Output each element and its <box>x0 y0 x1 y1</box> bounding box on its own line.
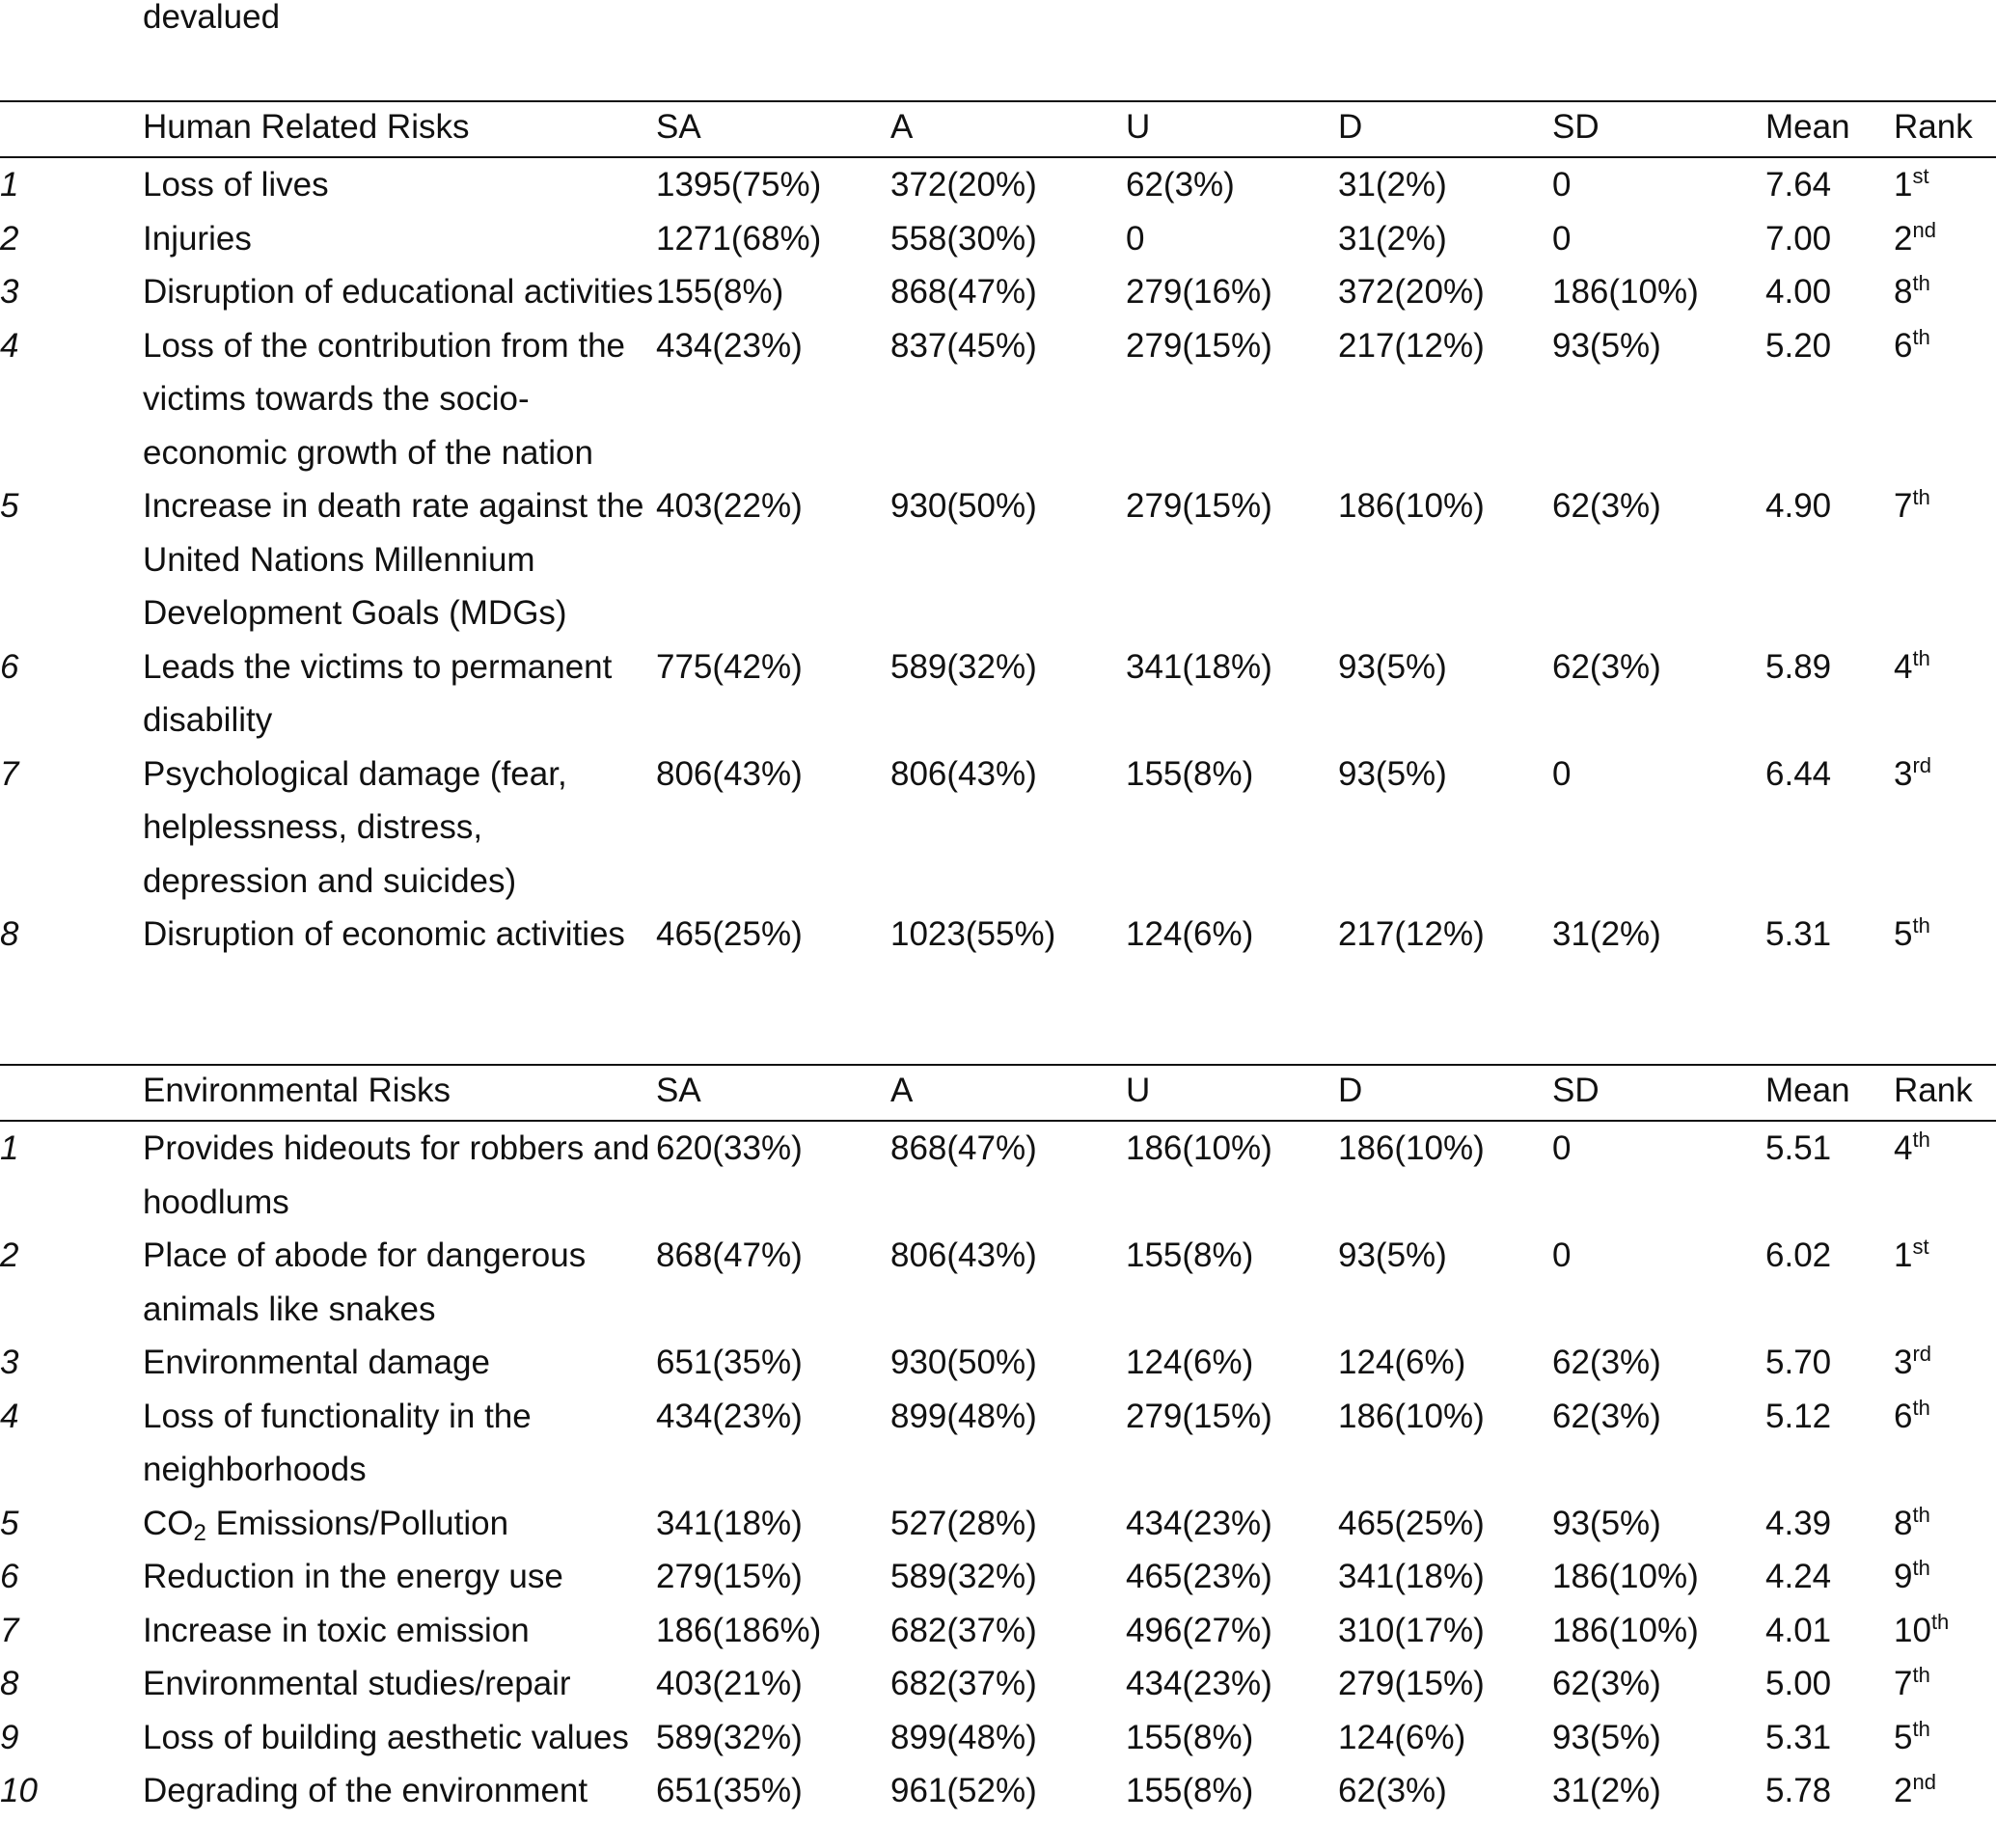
cell-rank <box>1894 1390 1996 1497</box>
cell-u: 279(15%) <box>1126 326 1272 365</box>
cell-sa: 465(25%) <box>656 915 803 953</box>
risk-description <box>143 1764 656 1818</box>
table-row <box>0 1336 1996 1390</box>
risk-description-text: Provides hideouts for robbers and hoodlums <box>143 1129 650 1221</box>
cell-sd: 62(3%) <box>1552 1344 1661 1381</box>
cell-a: 868(47%) <box>890 1129 1037 1167</box>
cell-mean: 4.90 <box>1765 487 1832 525</box>
cell-u: 279(16%) <box>1126 273 1272 311</box>
cell-sd: 93(5%) <box>1552 326 1661 365</box>
cell-u: 341(18%) <box>1126 647 1272 686</box>
cell-d: 93(5%) <box>1338 754 1447 793</box>
cell-d: 465(25%) <box>1338 1504 1485 1542</box>
cell-rank <box>1894 265 1996 319</box>
cell-sa: 155(8%) <box>656 273 784 311</box>
cell-rank <box>1894 479 1996 640</box>
risk-description <box>143 1497 656 1551</box>
table-row <box>0 640 1996 747</box>
cell-a: 837(45%) <box>890 326 1037 365</box>
column-header: Mean <box>1765 101 1894 157</box>
cell-a: 682(37%) <box>890 1611 1037 1649</box>
cell-d: 124(6%) <box>1338 1344 1466 1381</box>
row-number: 2 <box>0 219 19 258</box>
cell-u: 279(15%) <box>1126 1397 1272 1435</box>
cell-a: 372(20%) <box>890 166 1037 204</box>
cell-u: 155(8%) <box>1126 754 1254 793</box>
cell-sd: 186(10%) <box>1552 273 1699 311</box>
risk-description <box>143 479 656 640</box>
risk-description-text: Psychological damage (fear, helplessness, distress, depression and suicides) <box>143 754 567 900</box>
row-number: 6 <box>0 647 19 686</box>
risk-description-text: Loss of lives <box>143 166 329 204</box>
cell-sd: 62(3%) <box>1552 1397 1661 1435</box>
cell-a: 589(32%) <box>890 647 1037 686</box>
cell-a: 868(47%) <box>890 273 1037 311</box>
cell-a: 806(43%) <box>890 754 1037 793</box>
row-number: 8 <box>0 1665 19 1702</box>
table-header-row <box>0 1065 1996 1121</box>
risk-description-text: Loss of functionality in the neighborhoods <box>143 1397 532 1488</box>
carryover-text: devalued <box>143 0 281 36</box>
column-header: Mean <box>1765 1065 1894 1121</box>
cell-sa: 1395(75%) <box>656 166 822 204</box>
cell-a: 806(43%) <box>890 1237 1037 1274</box>
cell-mean: 5.00 <box>1765 1665 1832 1702</box>
cell-u: 434(23%) <box>1126 1665 1272 1702</box>
risk-description <box>143 908 656 962</box>
cell-rank <box>1894 319 1996 480</box>
column-header: U <box>1126 101 1338 157</box>
column-header: SA <box>656 101 890 157</box>
column-header: D <box>1338 101 1552 157</box>
risk-description <box>143 1550 656 1604</box>
cell-mean: 4.39 <box>1765 1504 1832 1542</box>
rank-number: 10 <box>1894 1611 1931 1649</box>
rank-suffix: th <box>1912 645 1930 670</box>
rank-number: 3 <box>1894 1344 1913 1381</box>
risk-description-text: Leads the victims to permanent disability <box>143 647 613 739</box>
cell-rank <box>1894 1711 1996 1765</box>
rank-number: 6 <box>1894 326 1913 365</box>
rank-number: 1 <box>1894 1237 1913 1274</box>
cell-d: 186(10%) <box>1338 1397 1485 1435</box>
column-header: D <box>1338 1065 1552 1121</box>
risk-description-text: Disruption of economic activities <box>143 915 625 953</box>
cell-mean: 7.00 <box>1765 219 1832 258</box>
risk-description-text: Increase in toxic emission <box>143 1611 530 1649</box>
rank-number: 7 <box>1894 487 1913 525</box>
cell-u: 496(27%) <box>1126 1611 1272 1649</box>
cell-d: 372(20%) <box>1338 273 1485 311</box>
cell-d: 279(15%) <box>1338 1665 1485 1702</box>
cell-sd: 0 <box>1552 1237 1572 1274</box>
rank-number: 5 <box>1894 915 1913 953</box>
cell-mean: 7.64 <box>1765 166 1832 204</box>
table-row <box>0 265 1996 319</box>
cell-u: 465(23%) <box>1126 1558 1272 1595</box>
cell-sa: 1271(68%) <box>656 219 822 258</box>
cell-u: 155(8%) <box>1126 1237 1254 1274</box>
cell-sd: 62(3%) <box>1552 1665 1661 1702</box>
table-row <box>0 479 1996 640</box>
table-row <box>0 1711 1996 1765</box>
column-header: SD <box>1552 101 1765 157</box>
rank-number: 4 <box>1894 1129 1913 1167</box>
table-row <box>0 1550 1996 1604</box>
rank-number: 3 <box>1894 754 1913 793</box>
row-number: 9 <box>0 1718 19 1756</box>
rank-suffix: nd <box>1912 1770 1936 1794</box>
row-number: 5 <box>0 487 19 525</box>
rank-suffix: th <box>1912 1663 1930 1687</box>
cell-a: 682(37%) <box>890 1665 1037 1702</box>
cell-mean: 4.01 <box>1765 1611 1832 1649</box>
cell-mean: 5.51 <box>1765 1129 1832 1167</box>
cell-sd: 31(2%) <box>1552 1772 1661 1809</box>
cell-a: 558(30%) <box>890 219 1037 258</box>
rank-number: 8 <box>1894 273 1913 311</box>
cell-d: 310(17%) <box>1338 1611 1485 1649</box>
row-number: 5 <box>0 1504 19 1542</box>
risk-description <box>143 747 656 909</box>
cell-sd: 0 <box>1552 166 1572 204</box>
cell-a: 930(50%) <box>890 487 1037 525</box>
cell-rank <box>1894 1550 1996 1604</box>
cell-d: 186(10%) <box>1338 487 1485 525</box>
environmental-risks-table <box>0 1064 1996 1818</box>
cell-mean: 5.12 <box>1765 1397 1832 1435</box>
column-header <box>0 1065 143 1121</box>
cell-u: 434(23%) <box>1126 1504 1272 1542</box>
cell-sa: 186(186%) <box>656 1611 822 1649</box>
column-header: Human Related Risks <box>143 101 656 157</box>
cell-sa: 651(35%) <box>656 1344 803 1381</box>
subscript-text: 2 <box>193 1519 206 1546</box>
row-number: 4 <box>0 326 19 365</box>
cell-sa: 651(35%) <box>656 1772 803 1809</box>
risk-description-text: Increase in death rate against the United Nations Millennium Development Goals (MDGs) <box>143 487 644 632</box>
cell-u: 0 <box>1126 219 1145 258</box>
cell-a: 1023(55%) <box>890 915 1056 953</box>
risk-description-text: Environmental studies/repair <box>143 1665 571 1702</box>
cell-mean: 6.02 <box>1765 1237 1832 1274</box>
cell-a: 961(52%) <box>890 1772 1037 1809</box>
cell-rank <box>1894 1229 1996 1336</box>
column-header: Rank <box>1894 1065 1996 1121</box>
cell-sd: 31(2%) <box>1552 915 1661 953</box>
row-number: 10 <box>0 1772 38 1809</box>
risk-description-text: Loss of the contribution from the victims towards the socio-economic growth of the nation <box>143 326 625 472</box>
column-header: A <box>890 101 1126 157</box>
risk-description-text: Loss of building aesthetic values <box>143 1718 629 1756</box>
rank-suffix: th <box>1912 1556 1930 1580</box>
cell-sa: 589(32%) <box>656 1718 803 1756</box>
cell-sd: 0 <box>1552 219 1572 258</box>
table-row <box>0 1229 1996 1336</box>
cell-rank <box>1894 908 1996 962</box>
cell-sa: 806(43%) <box>656 754 803 793</box>
risk-description-text: Injuries <box>143 219 252 258</box>
rank-number: 6 <box>1894 1397 1913 1435</box>
column-header: SD <box>1552 1065 1765 1121</box>
risk-description <box>143 1390 656 1497</box>
cell-mean: 5.89 <box>1765 647 1832 686</box>
column-header: A <box>890 1065 1126 1121</box>
rank-number: 5 <box>1894 1718 1913 1756</box>
cell-mean: 5.70 <box>1765 1344 1832 1381</box>
risk-description <box>143 212 656 266</box>
risk-description-text: Environmental damage <box>143 1344 490 1381</box>
rank-number: 8 <box>1894 1504 1913 1542</box>
rank-suffix: rd <box>1912 752 1932 777</box>
cell-rank <box>1894 640 1996 747</box>
rank-number: 9 <box>1894 1558 1913 1595</box>
table-row <box>0 1390 1996 1497</box>
risk-description-text: Reduction in the energy use <box>143 1558 563 1595</box>
cell-sa: 620(33%) <box>656 1129 803 1167</box>
rank-number: 1 <box>1894 166 1913 204</box>
cell-rank <box>1894 157 1996 212</box>
rank-suffix: th <box>1912 1128 1930 1152</box>
table-row <box>0 212 1996 266</box>
cell-d: 62(3%) <box>1338 1772 1447 1809</box>
cell-rank <box>1894 747 1996 909</box>
cell-rank <box>1894 1497 1996 1551</box>
column-header: U <box>1126 1065 1338 1121</box>
table-row <box>0 157 1996 212</box>
cell-d: 186(10%) <box>1338 1129 1485 1167</box>
rank-suffix: th <box>1912 271 1930 295</box>
cell-d: 93(5%) <box>1338 1237 1447 1274</box>
row-number: 1 <box>0 1129 19 1167</box>
row-number: 6 <box>0 1558 19 1595</box>
rank-suffix: th <box>1912 913 1930 938</box>
rank-suffix: st <box>1912 1235 1929 1259</box>
cell-sa: 868(47%) <box>656 1237 803 1274</box>
rank-suffix: th <box>1912 1716 1930 1741</box>
rank-number: 2 <box>1894 219 1913 258</box>
cell-sa: 403(22%) <box>656 487 803 525</box>
risk-description <box>143 1657 656 1711</box>
cell-d: 341(18%) <box>1338 1558 1485 1595</box>
risk-description-text-after: Emissions/Pollution <box>205 1504 509 1542</box>
table-row <box>0 908 1996 962</box>
cell-sd: 186(10%) <box>1552 1611 1699 1649</box>
risk-description <box>143 1336 656 1390</box>
cell-u: 155(8%) <box>1126 1772 1254 1809</box>
cell-d: 217(12%) <box>1338 326 1485 365</box>
table-row <box>0 1121 1996 1229</box>
risk-description <box>143 1711 656 1765</box>
rank-number: 4 <box>1894 647 1913 686</box>
cell-u: 279(15%) <box>1126 487 1272 525</box>
risk-description <box>143 157 656 212</box>
cell-rank <box>1894 1121 1996 1229</box>
cell-sa: 279(15%) <box>656 1558 803 1595</box>
rank-suffix: th <box>1912 1395 1930 1420</box>
column-header: SA <box>656 1065 890 1121</box>
row-number: 1 <box>0 166 19 204</box>
cell-mean: 5.31 <box>1765 915 1832 953</box>
rank-suffix: th <box>1912 324 1930 349</box>
cell-a: 589(32%) <box>890 1558 1037 1595</box>
row-number: 8 <box>0 915 19 953</box>
cell-mean: 5.31 <box>1765 1718 1832 1756</box>
row-number: 4 <box>0 1397 19 1435</box>
cell-a: 930(50%) <box>890 1344 1037 1381</box>
risk-description-text: CO <box>143 1504 194 1542</box>
cell-rank <box>1894 1336 1996 1390</box>
risk-description-text: Disruption of educational activities <box>143 273 654 311</box>
rank-suffix: th <box>1912 485 1930 509</box>
rank-number: 2 <box>1894 1772 1913 1809</box>
rank-suffix: th <box>1912 1502 1930 1527</box>
risk-description <box>143 1229 656 1336</box>
table-header-row <box>0 101 1996 157</box>
cell-sd: 93(5%) <box>1552 1504 1661 1542</box>
table-row <box>0 747 1996 909</box>
cell-mean: 5.78 <box>1765 1772 1832 1809</box>
cell-sd: 62(3%) <box>1552 487 1661 525</box>
column-header: Rank <box>1894 101 1996 157</box>
cell-sd: 0 <box>1552 1129 1572 1167</box>
cell-a: 899(48%) <box>890 1397 1037 1435</box>
cell-d: 217(12%) <box>1338 915 1485 953</box>
row-number: 2 <box>0 1237 19 1274</box>
cell-a: 899(48%) <box>890 1718 1037 1756</box>
rank-suffix: rd <box>1912 1342 1932 1366</box>
risk-description <box>143 1604 656 1658</box>
table-row <box>0 319 1996 480</box>
cell-sd: 0 <box>1552 754 1572 793</box>
cell-u: 62(3%) <box>1126 166 1235 204</box>
cell-sd: 62(3%) <box>1552 647 1661 686</box>
risk-description <box>143 265 656 319</box>
cell-rank <box>1894 1657 1996 1711</box>
cell-sa: 434(23%) <box>656 1397 803 1435</box>
cell-mean: 4.00 <box>1765 273 1832 311</box>
cell-mean: 4.24 <box>1765 1558 1832 1595</box>
cell-d: 31(2%) <box>1338 166 1447 204</box>
cell-sa: 775(42%) <box>656 647 803 686</box>
cell-rank <box>1894 212 1996 266</box>
table-row <box>0 1657 1996 1711</box>
risk-description <box>143 319 656 480</box>
rank-suffix: th <box>1930 1609 1950 1634</box>
cell-sd: 93(5%) <box>1552 1718 1661 1756</box>
cell-d: 124(6%) <box>1338 1718 1466 1756</box>
rank-number: 7 <box>1894 1665 1913 1702</box>
row-number: 7 <box>0 754 19 793</box>
rank-suffix: st <box>1912 164 1929 188</box>
cell-u: 186(10%) <box>1126 1129 1272 1167</box>
human-risks-table <box>0 100 1996 962</box>
column-header <box>0 101 143 157</box>
cell-d: 93(5%) <box>1338 647 1447 686</box>
cell-sa: 403(21%) <box>656 1665 803 1702</box>
cell-d: 31(2%) <box>1338 219 1447 258</box>
cell-u: 155(8%) <box>1126 1718 1254 1756</box>
row-number: 7 <box>0 1611 19 1649</box>
cell-u: 124(6%) <box>1126 915 1254 953</box>
risk-description <box>143 1121 656 1229</box>
rank-suffix: nd <box>1912 217 1936 242</box>
cell-rank <box>1894 1764 1996 1818</box>
cell-sa: 434(23%) <box>656 326 803 365</box>
cell-mean: 5.20 <box>1765 326 1832 365</box>
row-number: 3 <box>0 273 19 311</box>
cell-mean: 6.44 <box>1765 754 1832 793</box>
column-header: Environmental Risks <box>143 1065 656 1121</box>
row-number: 3 <box>0 1344 19 1381</box>
risk-description <box>143 640 656 747</box>
cell-rank <box>1894 1604 1996 1658</box>
risk-description-text: Place of abode for dangerous animals like snakes <box>143 1237 587 1328</box>
cell-sa: 341(18%) <box>656 1504 803 1542</box>
table-row <box>0 1604 1996 1658</box>
cell-u: 124(6%) <box>1126 1344 1254 1381</box>
table-row <box>0 1497 1996 1551</box>
cell-sd: 186(10%) <box>1552 1558 1699 1595</box>
risk-description-text: Degrading of the environment <box>143 1772 588 1809</box>
table-row <box>0 1764 1996 1818</box>
cell-a: 527(28%) <box>890 1504 1037 1542</box>
